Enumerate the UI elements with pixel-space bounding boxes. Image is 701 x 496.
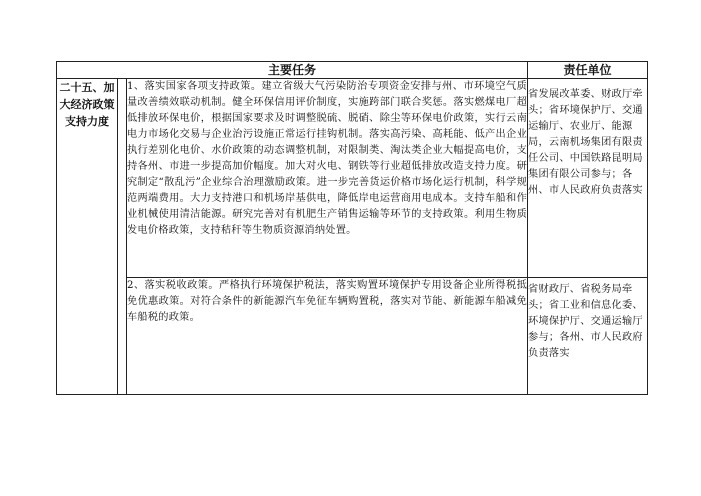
task-cell: 1、落实国家各项支持政策。建立省级大气污染防治专项资金安排与州、市环境空气质量改善绩效联动机制。健全环保信用评价制度，实施跨部门联合奖惩。落实燃煤电厂超低排放环保电价，根据国家要求及时调整脱硫、脱硝、除尘等环保电价政策，实行云南电力市场化交易与企业治污设施正常运行挂钩机制。落实高污染、高耗能、低产出企业执行差别化电价、水价政策的动态调整机制，对限制类、淘汰类企业大幅提高电价，支持各州、市进一步提高加价幅度。加大对火电、钢铁等行业超低排放改造支持力度。研究制定“散乱污”企业综合治理激励政策。进一步完善货运价格市场化运行机制，科学规范两端费用。大力支持港口和机场岸基供电，降低岸电运营商用电成本。支持车船和作业机械使用清洁能源。研究完善对有机肥生产销售运输等环节的支持政策。利用生物质发电价格政策，支持秸秆等生物质资源消纳处置。 xyxy=(127,79,528,278)
table-header-row xyxy=(57,62,648,79)
header-main-tasks: 主要任务 xyxy=(57,62,528,79)
header-responsible-units: 责任单位 xyxy=(528,62,648,79)
responsible-cell: 省财政厅、省税务局牵头；省工业和信息化委、环境保护厅、交通运输厅参与；各州、市人民政府负责落实 xyxy=(528,278,648,395)
table-row xyxy=(57,79,648,278)
responsible-cell: 省发展改革委、财政厅牵头；省环境保护厅、交通运输厅、农业厅、能源局，云南机场集团有限责任公司、中国铁路昆明局集团有限公司参与；各州、市人民政府负责落实 xyxy=(528,79,648,278)
policy-task-table xyxy=(56,61,648,395)
task-cell: 2、落实税收政策。严格执行环境保护税法，落实购置环境保护专用设备企业所得税抵免优惠政策。对符合条件的新能源汽车免征车辆购置税，落实对节能、新能源车船减免车船税的政策。 xyxy=(127,278,528,395)
spacer-column xyxy=(118,79,127,395)
table-row xyxy=(57,278,648,395)
category-cell: 二十五、加大经济政策支持力度 xyxy=(57,79,118,395)
